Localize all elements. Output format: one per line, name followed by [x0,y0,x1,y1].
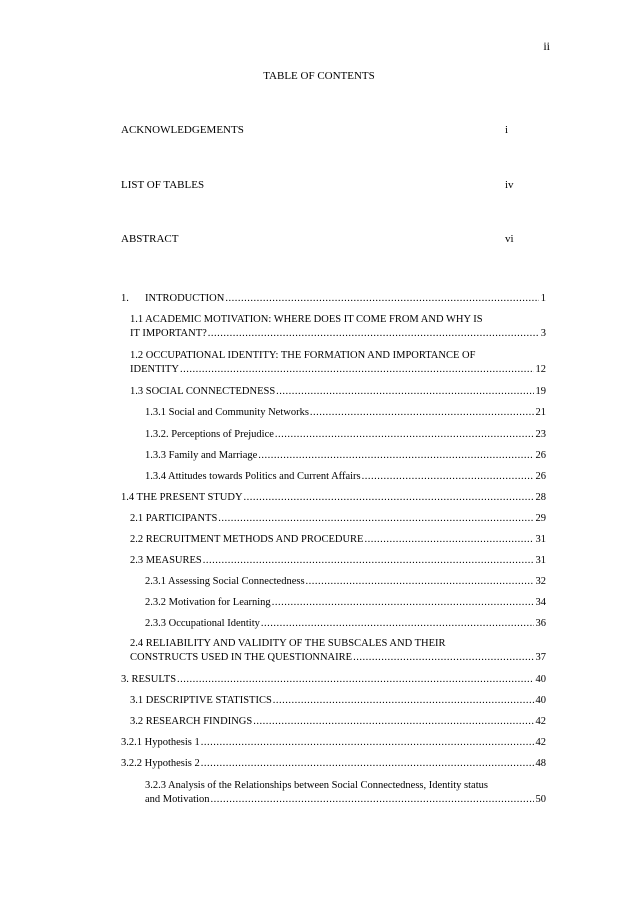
leader-dots [180,363,534,377]
leader-dots [218,512,533,526]
toc-entry [130,637,546,665]
toc-entry [130,715,546,729]
toc-entry [121,292,546,306]
page-title: TABLE OF CONTENTS [263,70,375,82]
toc-page: 50 [535,794,546,805]
toc-text: 1.4 THE PRESENT STUDY [121,492,243,503]
toc-entry [130,349,546,377]
toc-text: 1.3.1 Social and Community Networks [145,407,309,418]
leader-dots [362,470,534,484]
toc-text: IT IMPORTANT? [130,328,207,339]
toc-text: 3.2.2 Hypothesis 2 [121,758,200,769]
toc-entry [145,428,546,442]
toc-entry [130,512,546,526]
toc-text: 2.2 RECRUITMENT METHODS AND PROCEDURE [130,534,364,545]
toc-text-line1: 1.2 OCCUPATIONAL IDENTITY: THE FORMATION AND IMPORTANCE OF [130,350,476,361]
leader-dots [201,736,534,750]
toc-text: 2.1 PARTICIPANTS [130,513,218,524]
leader-dots [253,715,533,729]
toc-entry [145,575,546,589]
leader-dots [272,596,534,610]
leader-dots [273,694,534,708]
toc-page: 36 [535,618,546,629]
toc-entry [145,449,546,463]
leader-dots [353,651,533,665]
toc-text: 1.3.3 Family and Marriage [145,450,258,461]
toc-entry [130,554,546,568]
leader-dots [177,673,533,687]
leader-dots [275,428,534,442]
toc-front-abstract [121,233,521,245]
toc-page: 31 [535,555,546,566]
toc-page: i [505,124,509,136]
toc-entry [145,470,546,484]
toc-entry [130,313,546,341]
leader-dots [310,406,534,420]
toc-entry [121,673,546,687]
toc-page: 26 [535,450,546,461]
toc-text: 2.3.1 Assessing Social Connectedness [145,576,305,587]
toc-entry [145,617,546,631]
toc-text: 1.3.2. Perceptions of Prejudice [145,429,274,440]
leader-dots [203,554,534,568]
toc-entry [121,757,546,771]
toc-page: 21 [535,407,546,418]
toc-page: 42 [535,737,546,748]
toc-page: 1 [540,293,546,304]
toc-page: 12 [535,364,546,375]
toc-entry [130,385,546,399]
toc-text: 3.2.1 Hypothesis 1 [121,737,200,748]
toc-text: and Motivation [145,794,210,805]
toc-entry [145,596,546,610]
toc-page: 32 [535,576,546,587]
toc-label: ABSTRACT [121,233,179,245]
leader-dots [210,793,533,807]
toc-page: 40 [535,674,546,685]
toc-text: 3.2 RESEARCH FINDINGS [130,716,253,727]
toc-page: 34 [535,597,546,608]
toc-page: 42 [535,716,546,727]
toc-entry [121,736,546,750]
toc-page: 37 [535,652,546,663]
leader-dots [244,491,534,505]
toc-entry [130,533,546,547]
toc-page: 3 [540,328,546,339]
toc-text: 3. RESULTS [121,674,177,685]
toc-page: 19 [535,386,546,397]
toc-text-line1: 1.1 ACADEMIC MOTIVATION: WHERE DOES IT COME FROM AND WHY IS [130,314,483,325]
toc-page: 29 [535,513,546,524]
toc-entry [130,694,546,708]
toc-entry [121,491,546,505]
toc-text: 1.3 SOCIAL CONNECTEDNESS [130,386,276,397]
leader-dots [201,757,534,771]
toc-entry [145,779,546,807]
toc-text: 2.3.3 Occupational Identity [145,618,260,629]
toc-number: 1. [121,293,129,304]
leader-dots [276,385,533,399]
toc-page: vi [505,233,514,245]
leader-dots [306,575,534,589]
toc-page: 40 [535,695,546,706]
leader-dots [258,449,533,463]
toc-text: 2.3 MEASURES [130,555,202,566]
toc-text-line1: 3.2.3 Analysis of the Relationships between Social Connectedness, Identity status [145,780,488,791]
toc-page: iv [505,179,514,191]
toc-text: 1.3.4 Attitudes towards Politics and Current Affairs [145,471,361,482]
leader-dots [225,292,538,306]
toc-label: LIST OF TABLES [121,179,205,191]
leader-dots [208,327,539,341]
toc-page: 31 [535,534,546,545]
toc-label: ACKNOWLEDGEMENTS [121,124,244,136]
toc-text: IDENTITY [130,364,179,375]
toc-page: 23 [535,429,546,440]
toc-entry [145,406,546,420]
toc-text: 3.1 DESCRIPTIVE STATISTICS [130,695,272,706]
toc-page: 26 [535,471,546,482]
toc-front-acknowledgements [121,124,521,136]
toc-text: 2.3.2 Motivation for Learning [145,597,271,608]
toc-text-line1: 2.4 RELIABILITY AND VALIDITY OF THE SUBSCALES AND THEIR [130,638,446,649]
toc-page: 48 [535,758,546,769]
leader-dots [364,533,533,547]
toc-front-list-of-tables [121,179,521,191]
leader-dots [261,617,534,631]
page-number: ii [543,39,550,53]
toc-page: 28 [535,492,546,503]
toc-text: CONSTRUCTS USED IN THE QUESTIONNAIRE [130,652,353,663]
toc-text: INTRODUCTION [145,293,225,304]
